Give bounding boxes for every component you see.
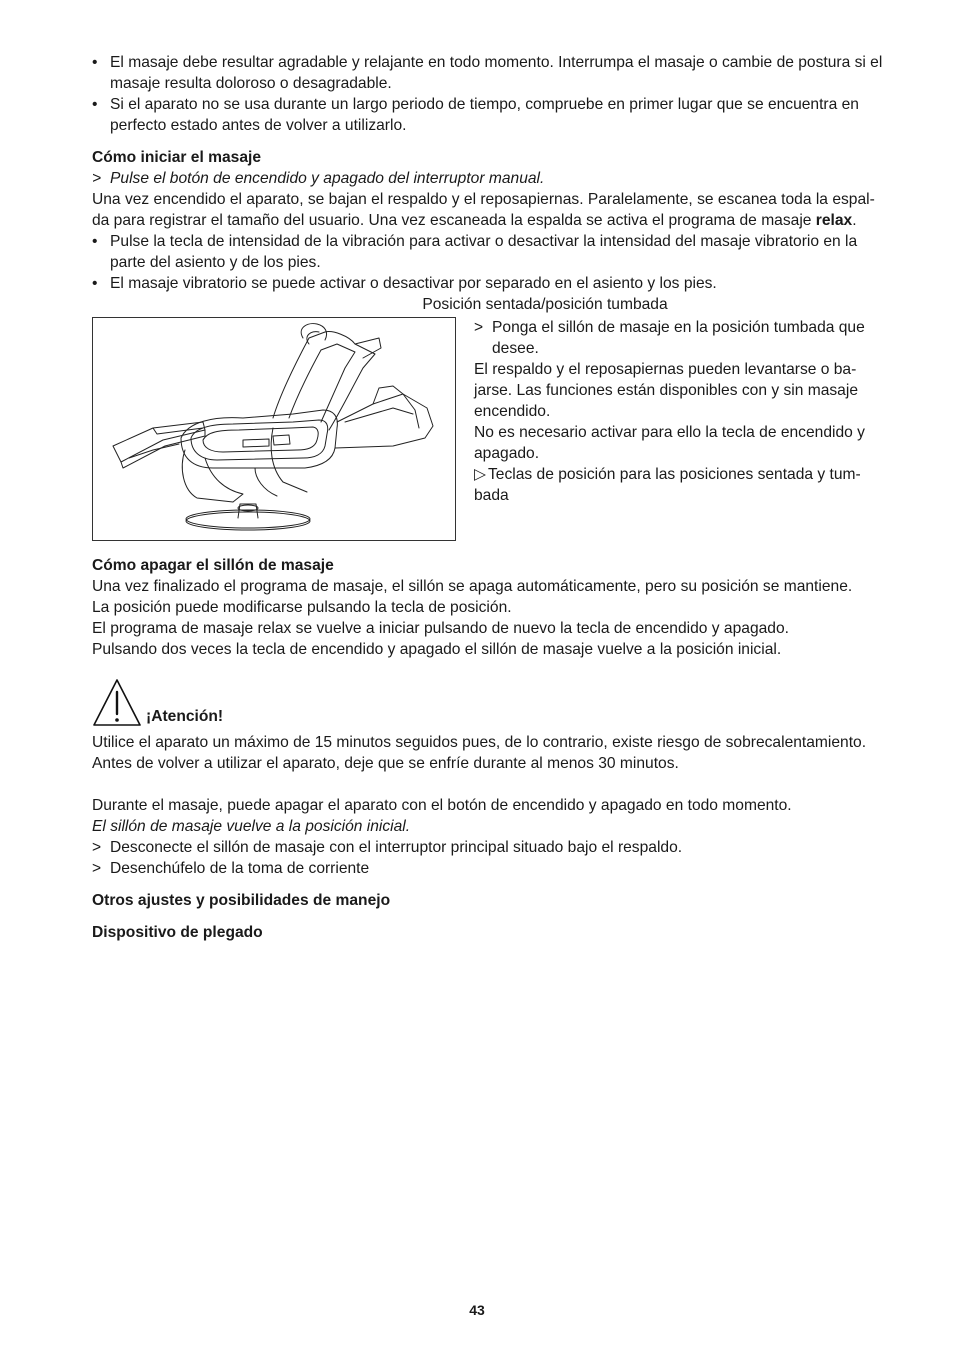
massage-chair-drawing xyxy=(93,318,455,540)
attention-block xyxy=(92,676,888,728)
attention-line: Utilice el aparato un máximo de 15 minutos seguidos pues, de lo contrario, existe riesgo de sobrecalentamiento. xyxy=(92,734,867,751)
shutdown-step xyxy=(92,837,888,858)
start-bullet: • El masaje vibratorio se puede activar o desactivar por separado en el asiento y los pies. xyxy=(92,273,888,294)
start-step-text: Pulse el botón de encendido y apagado del interruptor manual. xyxy=(110,170,545,187)
figure-caption: Posición sentada/posición tumbada xyxy=(422,296,668,313)
start-paragraph-end: . xyxy=(852,212,857,229)
position-keys-text: Teclas de posición para las posiciones sentada y tum-bada xyxy=(474,466,861,504)
attention-heading: ¡Atención! xyxy=(146,708,224,725)
intro-bullet: • El masaje debe resultar agradable y relajante en todo momento. Interrumpa el masaje o cambie de postura si el masaje resulta doloroso o desagradable. xyxy=(92,52,888,94)
position-line: El respaldo y el reposapiernas pueden levantarse o ba-jarse. Las funciones están disponibles con y sin masaje encendido. xyxy=(474,361,858,420)
folding-heading: Dispositivo de plegado xyxy=(92,924,263,941)
attention-line: Antes de volver a utilizar el aparato, deje que se enfríe durante al menos 30 minutos. xyxy=(92,755,679,772)
chair-illustration xyxy=(92,317,456,541)
shutdown-step-text: Desenchúfelo de la toma de corriente xyxy=(110,860,370,877)
start-paragraph-text: Una vez encendido el aparato, se bajan el respaldo y el reposapiernas. Paralelamente, se escanea toda la espal-da para registrar el tamaño del usuario. Una vez escaneada la espalda se activa el programa de masaje xyxy=(92,191,875,229)
position-step-text: Ponga el sillón de masaje en la posición tumbada que desee. xyxy=(492,319,865,357)
start-paragraph xyxy=(92,189,888,231)
other-heading: Otros ajustes y posibilidades de manejo xyxy=(92,892,391,909)
intro-bullet: • Si el aparato no se usa durante un largo periodo de tiempo, compruebe en primer lugar que se encuentra en perfecto estado antes de volver a utilizarlo. xyxy=(92,94,888,136)
shutdown-step-text: Desconecte el sillón de masaje con el interruptor principal situado bajo el respaldo. xyxy=(110,839,683,856)
shutdown-italic: El sillón de masaje vuelve a la posición inicial. xyxy=(92,818,411,835)
off-line: Pulsando dos veces la tecla de encendido y apagado el sillón de masaje vuelve a la posición inicial. xyxy=(92,641,782,658)
off-line: Una vez finalizado el programa de masaje, el sillón se apaga automáticamente, pero su posición se mantiene. xyxy=(92,578,853,595)
position-step xyxy=(474,317,888,359)
page-number: 43 xyxy=(469,1302,485,1318)
position-keys xyxy=(474,464,888,506)
relax-keyword: relax xyxy=(815,212,853,229)
shutdown-line: Durante el masaje, puede apagar el aparato con el botón de encendido y apagado en todo momento. xyxy=(92,797,792,814)
position-key-icon: ▷ xyxy=(474,466,486,483)
position-line: No es necesario activar para ello la tecla de encendido y apagado. xyxy=(474,424,865,462)
position-text xyxy=(474,317,888,506)
warning-triangle-icon xyxy=(92,678,142,728)
step-marker: > xyxy=(92,170,102,187)
step-marker: > xyxy=(92,860,102,877)
document-page xyxy=(92,52,888,943)
off-heading: Cómo apagar el sillón de masaje xyxy=(92,557,334,574)
off-line: La posición puede modificarse pulsando la tecla de posición. xyxy=(92,599,512,616)
start-heading: Cómo iniciar el masaje xyxy=(92,149,262,166)
start-step xyxy=(92,168,888,189)
off-line: El programa de masaje relax se vuelve a iniciar pulsando de nuevo la tecla de encendido y apagado. xyxy=(92,620,789,637)
start-bullet: • Pulse la tecla de intensidad de la vibración para activar o desactivar la intensidad del masaje vibratorio en la parte del asiento y de los pies. xyxy=(92,231,888,273)
step-marker: > xyxy=(474,319,484,336)
shutdown-step xyxy=(92,858,888,879)
position-section xyxy=(92,317,888,541)
step-marker: > xyxy=(92,839,102,856)
